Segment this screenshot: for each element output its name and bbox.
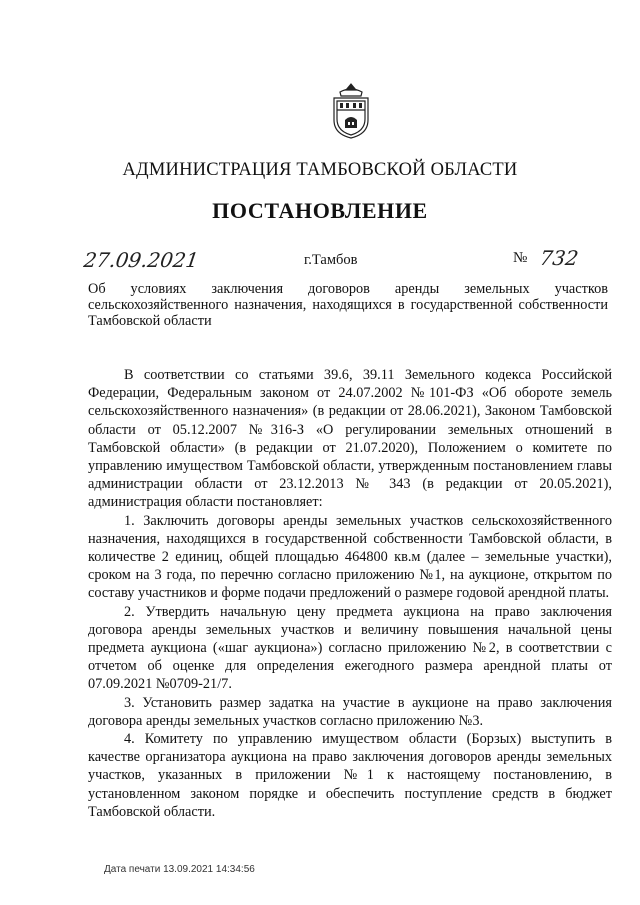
handwritten-number: 732: [538, 246, 580, 270]
coat-of-arms-emblem: [328, 82, 374, 140]
city-label: г.Тамбов: [304, 252, 358, 268]
clause-2-paragraph: 2. Утвердить начальную цену предмета аукциона на право заключения договора аренды земельных участков и величину повышения начальной цены предмета аукциона («шаг аукциона») согласно приложению №2, в соответствии с отчетом об оценке для определения ежегодного размера арендной платы от 07.09.2021 №0709-21/7.: [88, 603, 612, 693]
clause-1-paragraph: 1. Заключить договоры аренды земельных участков сельскохозяйственного назначения, находящихся в государственной собственности Тамбовской области, в количестве 2 единиц, общей площадью 464800 кв.м (далее – земельные участки), сроком на 3 года, по перечню согласно приложению №1, на аукционе, открытом по составу участников и форме подачи предложений о размере годовой арендной платы.: [88, 512, 612, 602]
organization-name: АДМИНИСТРАЦИЯ ТАМБОВСКОЙ ОБЛАСТИ: [122, 160, 518, 180]
clause-3-paragraph: 3. Установить размер задатка на участие в аукционе на право заключения договора аренды земельных участков согласно приложению №3.: [88, 694, 612, 729]
document-type-heading: ПОСТАНОВЛЕНИЕ: [212, 198, 428, 223]
number-sign: №: [513, 250, 528, 266]
document-body: [88, 366, 612, 821]
handwritten-date: 27.09.2021: [82, 248, 201, 272]
print-date-footer: Дата печати 13.09.2021 14:34:56: [104, 864, 255, 875]
preamble-paragraph: В соответствии со статьями 39.6, 39.11 Земельного кодекса Российской Федерации, Федеральным законом от 24.07.2002 №101-ФЗ «Об обороте земель сельскохозяйственного назначения» (в редакции от 28.06.2021), Законом Тамбовской области от 05.12.2007 №316-З «О регулировании земельных отношений в Тамбовской области» (в редакции от 21.07.2020), Положением о комитете по управлению имуществом Тамбовской области, утвержденным постановлением главы администрации области от 23.12.2013 № 343 (в редакции от 20.05.2021), администрация области постановляет:: [88, 367, 612, 511]
clause-4-paragraph: 4. Комитету по управлению имуществом области (Борзых) выступить в качестве организатора аукциона на право заключения договоров аренды земельных участков, указанных в приложении №1 к настоящему постановлению, в установленном законом порядке и обеспечить поступление средств в бюджет Тамбовской области.: [88, 731, 612, 820]
document-title: Об условиях заключения договоров аренды земельных участков сельскохозяйственного назначения, находящихся в государственной собственности Тамбовской области: [88, 281, 608, 329]
